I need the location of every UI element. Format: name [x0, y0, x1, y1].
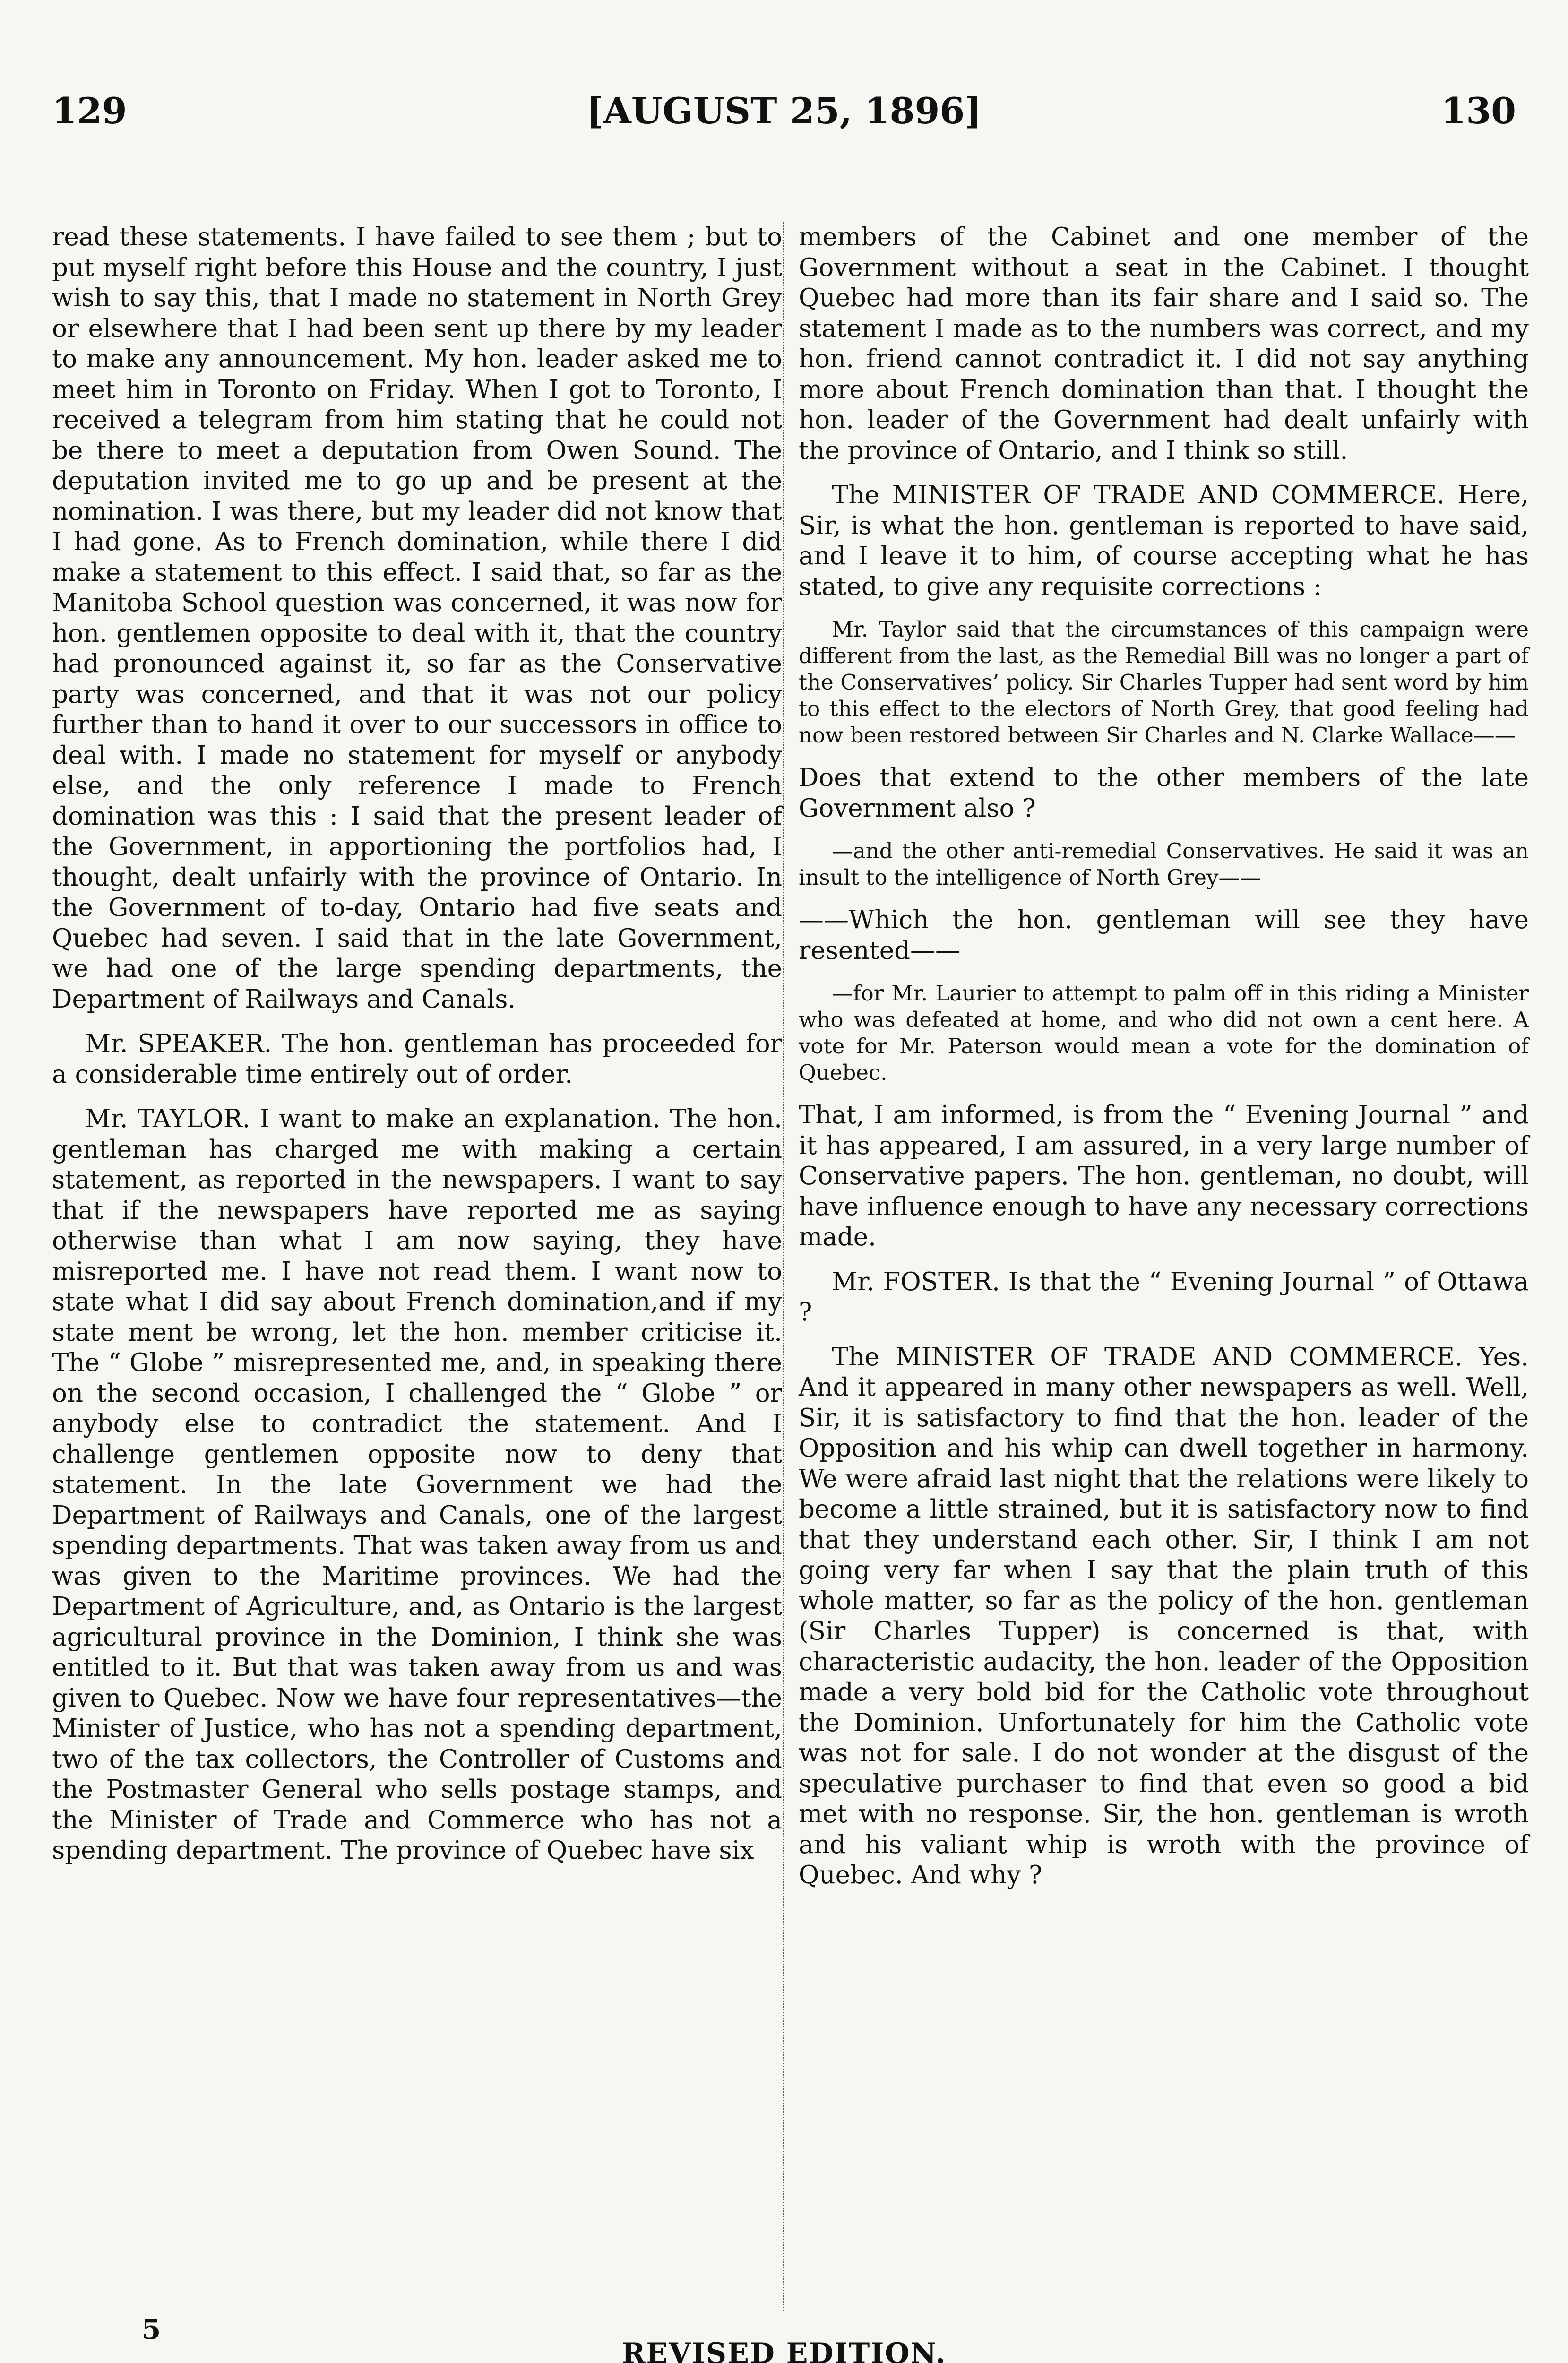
paragraph: Mr. TAYLOR. I want to make an explanation. The hon. gentleman has charged me with making a certain statement, as reported in the newspapers. I want to say that if the newspapers have reported me as saying otherwise than what I am now saying, they have misreported me. I have not read them. I want now to state what I did say about French domination,and if my state ment be wrong, let the hon. member criticise it. The “ Globe ” misrepresented me, and, in speaking there on the second occasion, I challenged the “ Globe ” or anybody else to contradict the statement. And I challenge gentlemen opposite now to deny that statement. In the late Government we had the Department of Railways and Canals, one of the largest spending departments. That was taken away from us and was given to the Maritime provinces. We had the Department of Agriculture, and, as Ontario is the largest agricultural province in the Dominion, I think she was entitled to it. But that was taken away from us and was given to Quebec. Now we have four representatives—the Minister of Justice, who has not a spending department, two of the tax collectors, the Controller of Customs and the Postmaster General who sells postage stamps, and the Minister of Trade and Commerce who has not a spending department. The province of Quebec have six [52, 1104, 782, 1865]
column-divider [783, 222, 784, 2311]
page-header [52, 90, 1516, 147]
page-number-left: 129 [52, 90, 127, 132]
paragraph: The MINISTER OF TRADE AND COMMERCE. Here, Sir, is what the hon. gentleman is reported to have said, and I leave it to him, of course accepting what he has stated, to give any requisite corrections : [799, 481, 1529, 601]
quoted-passage: —and the other anti-remedial Conservatives. He said it was an insult to the intelligence of North Grey—— [799, 838, 1529, 890]
paragraph: members of the Cabinet and one member of the Government without a seat in the Cabinet. I thought Quebec had more than its fair share and I said so. The statement I made as to the numbers was correct, and my hon. friend cannot contradict it. I did not say anything more about French domination than that. I thought the hon. leader of the Government had dealt unfairly with the province of Ontario, and I think so still. [799, 223, 1529, 465]
paragraph: Does that extend to the other members of the late Government also ? [799, 763, 1529, 823]
quoted-passage: Mr. Taylor said that the circumstances of this campaign were different from the last, as the Remedial Bill was no longer a part of the Conservatives’ policy. Sir Charles Tupper had sent word by him to this effect to the electors of North Grey, that good feeling had now been restored between Sir Charles and N. Clarke Wallace—— [799, 617, 1529, 748]
left-column [52, 222, 782, 1880]
paragraph: The MINISTER OF TRADE AND COMMERCE. Yes. And it appeared in many other newspapers as well. Well, Sir, it is satisfactory to find that the hon. leader of the Opposition and his whip can dwell together in harmony. We were afraid last night that the relations were likely to become a little strained, but it is satisfactory now to find that they understand each other. Sir, I think I am not going very far when I say that the plain truth of this whole matter, so far as the policy of the hon. gentleman (Sir Charles Tupper) is concerned is that, with characteristic audacity, the hon. leader of the Opposition made a very bold bid for the Catholic vote throughout the Dominion. Unfortunately for him the Catholic vote was not for sale. I do not wonder at the disgust of the speculative purchaser to find that even so good a bid met with no response. Sir, the hon. gentleman is wroth and his valiant whip is wroth with the province of Quebec. And why ? [799, 1342, 1529, 1889]
page-date-title: [AUGUST 25, 1896] [586, 90, 982, 132]
quoted-passage: —for Mr. Laurier to attempt to palm off in this riding a Minister who was defeated at home, and who did not own a cent here. A vote for Mr. Paterson would mean a vote for the domination of Quebec. [799, 981, 1529, 1085]
edition-label: REVISED EDITION. [621, 2337, 947, 2363]
page-number-right: 130 [1441, 90, 1516, 132]
signature-mark: 5 [142, 2313, 161, 2346]
paragraph: ——Which the hon. gentleman will see they have resented—— [799, 906, 1529, 965]
paragraph: Mr. FOSTER. Is that the “ Evening Journal ” of Ottawa ? [799, 1267, 1529, 1327]
right-column [799, 222, 1529, 1905]
paragraph: Mr. SPEAKER. The hon. gentleman has proceeded for a considerable time entirely out of order. [52, 1029, 782, 1089]
paragraph: read these statements. I have failed to see them ; but to put myself right before this House and the country, I just wish to say this, that I made no statement in North Grey or elsewhere that I had been sent up there by my leader to make any announcement. My hon. leader asked me to meet him in Toronto on Friday. When I got to Toronto, I received a telegram from him stating that he could not be there to meet a deputation from Owen Sound. The deputation invited me to go up and be present at the nomination. I was there, but my leader did not know that I had gone. As to French domination, while there I did make a statement to this effect. I said that, so far as the Manitoba School question was concerned, it was now for hon. gentlemen opposite to deal with it, that the country had pronounced against it, so far as the Conservative party was concerned, and that it was not our policy further than to hand it over to our successors in office to deal with. I made no statement for myself or anybody else, and the only reference I made to French domination was this : I said that the present leader of the Government, in apportioning the portfolios had, I thought, dealt unfairly with the province of Ontario. In the Government of to-day, Ontario had five seats and Quebec had seven. I said that in the late Government, we had one of the large spending departments, the Department of Railways and Canals. [52, 223, 782, 1014]
paragraph: That, I am informed, is from the “ Evening Journal ” and it has appeared, I am assured, in a very large number of Conservative papers. The hon. gentleman, no doubt, will have influence enough to have any necessary corrections made. [799, 1101, 1529, 1251]
